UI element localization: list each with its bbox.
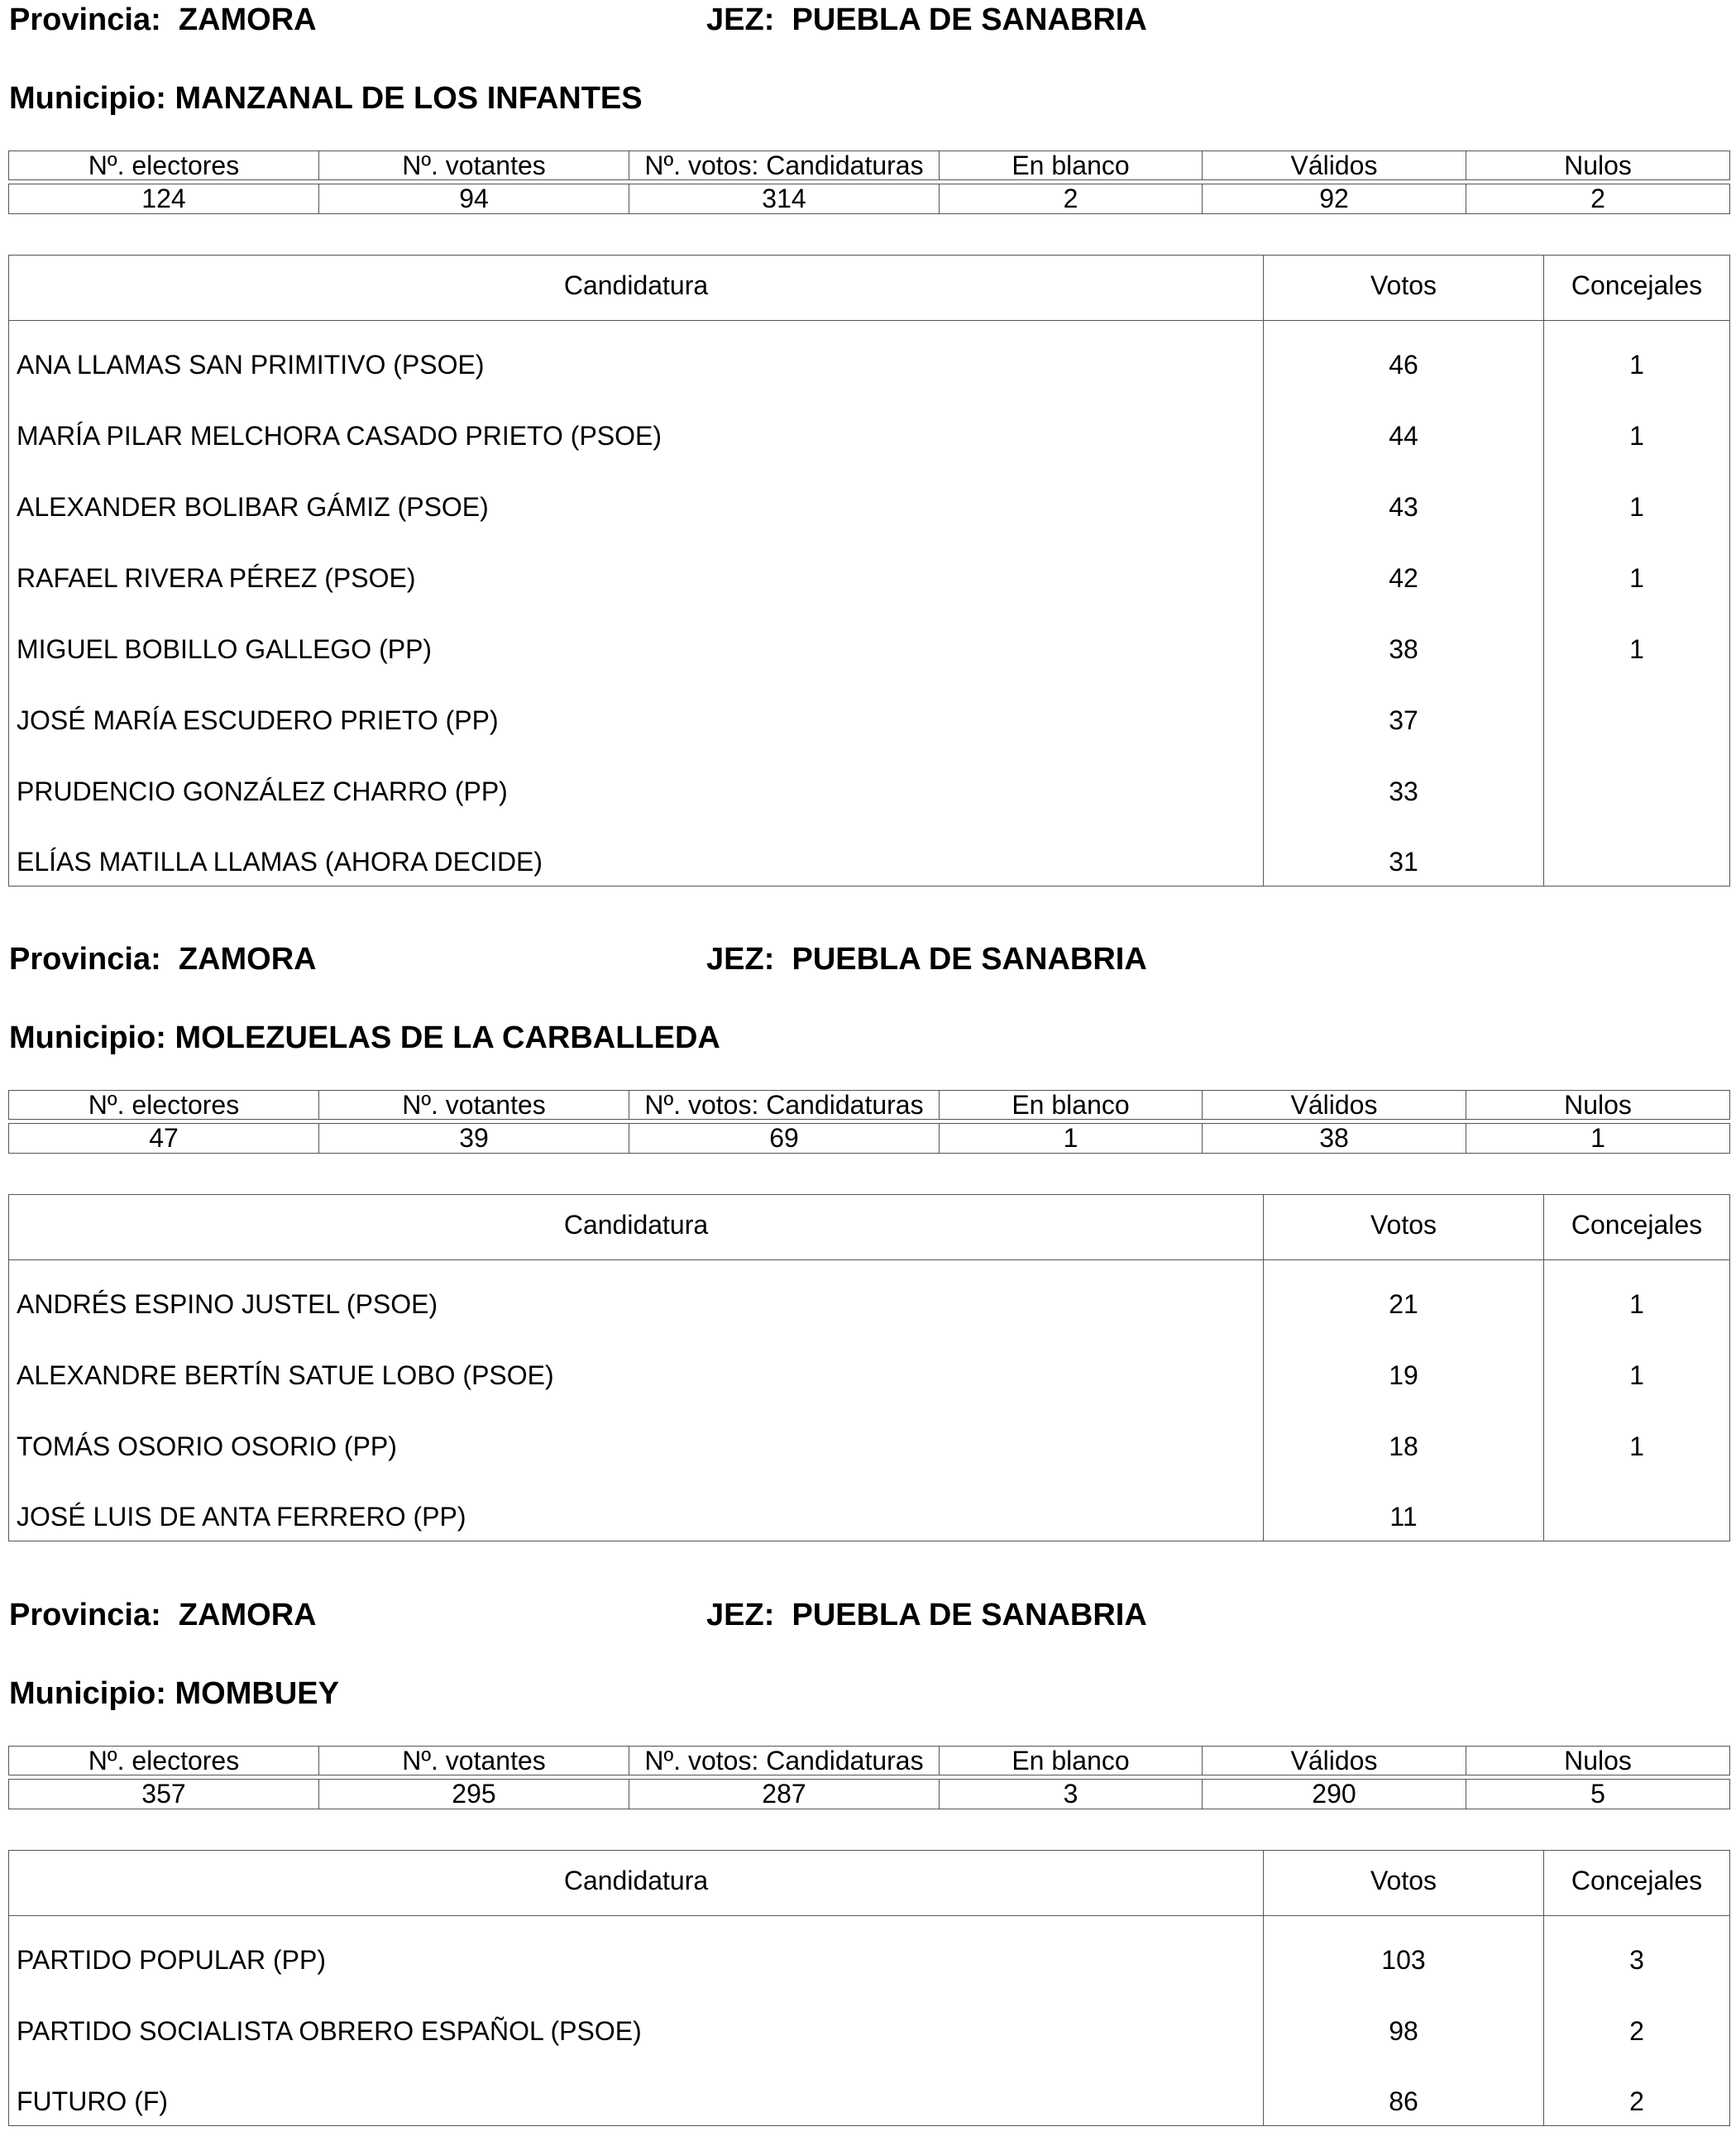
candidate-votos: 98 — [1264, 1984, 1544, 2055]
header-electores: Nº. electores — [9, 1747, 319, 1775]
summary-table — [8, 151, 1730, 214]
value-en-blanco: 1 — [940, 1124, 1203, 1154]
candidate-votos: 103 — [1264, 1916, 1544, 1984]
value-electores: 47 — [9, 1124, 319, 1154]
summary-table — [8, 1746, 1730, 1809]
value-en-blanco: 3 — [940, 1780, 1203, 1809]
candidate-concejales: 2 — [1544, 2055, 1730, 2126]
candidate-votos: 33 — [1264, 744, 1544, 815]
candidate-name: TOMÁS OSORIO OSORIO (PP) — [9, 1399, 1264, 1470]
header-votos: Votos — [1264, 256, 1544, 321]
candidate-concejales — [1544, 815, 1730, 887]
header-votantes: Nº. votantes — [319, 1091, 629, 1120]
summary-values-row — [9, 1780, 1730, 1809]
header-votos-candidaturas: Nº. votos: Candidaturas — [629, 1091, 940, 1120]
jez-label: JEZ: PUEBLA DE SANABRIA — [706, 2, 1147, 37]
header-candidatura: Candidatura — [9, 1195, 1264, 1260]
candidate-votos: 38 — [1264, 602, 1544, 673]
table-row — [9, 389, 1730, 460]
header-validos: Válidos — [1203, 1747, 1466, 1775]
header-validos: Válidos — [1203, 151, 1466, 180]
header-nulos: Nulos — [1466, 1091, 1730, 1120]
municipio-value: MANZANAL DE LOS INFANTES — [175, 81, 643, 116]
candidate-concejales: 1 — [1544, 1399, 1730, 1470]
candidates-table — [8, 255, 1730, 887]
candidate-concejales: 2 — [1544, 1984, 1730, 2055]
value-votos-candidaturas: 287 — [629, 1780, 940, 1809]
table-row — [9, 602, 1730, 673]
table-row — [9, 1916, 1730, 1984]
table-row — [9, 460, 1730, 531]
header-concejales: Concejales — [1544, 1195, 1730, 1260]
value-validos: 92 — [1203, 184, 1466, 214]
candidate-concejales: 1 — [1544, 389, 1730, 460]
value-electores: 124 — [9, 184, 319, 214]
value-votos-candidaturas: 69 — [629, 1124, 940, 1154]
table-row — [9, 531, 1730, 602]
candidate-concejales: 1 — [1544, 460, 1730, 531]
jez-value: PUEBLA DE SANABRIA — [791, 1598, 1147, 1632]
candidate-votos: 37 — [1264, 673, 1544, 744]
candidate-name: RAFAEL RIVERA PÉREZ (PSOE) — [9, 531, 1264, 602]
candidate-concejales: 3 — [1544, 1916, 1730, 1984]
table-row — [9, 744, 1730, 815]
value-nulos: 5 — [1466, 1780, 1730, 1809]
summary-values-row — [9, 1124, 1730, 1154]
header-votos-candidaturas: Nº. votos: Candidaturas — [629, 151, 940, 180]
candidate-votos: 46 — [1264, 321, 1544, 389]
candidate-name: PARTIDO SOCIALISTA OBRERO ESPAÑOL (PSOE) — [9, 1984, 1264, 2055]
value-votantes: 295 — [319, 1780, 629, 1809]
candidate-concejales — [1544, 744, 1730, 815]
candidate-votos: 44 — [1264, 389, 1544, 460]
summary-header-row — [9, 151, 1730, 180]
header-concejales: Concejales — [1544, 256, 1730, 321]
candidate-name: MARÍA PILAR MELCHORA CASADO PRIETO (PSOE) — [9, 389, 1264, 460]
summary-header-row — [9, 1091, 1730, 1120]
candidate-name: ELÍAS MATILLA LLAMAS (AHORA DECIDE) — [9, 815, 1264, 887]
candidates-header-row — [9, 256, 1730, 321]
table-row — [9, 1399, 1730, 1470]
candidate-votos: 21 — [1264, 1260, 1544, 1328]
candidate-votos: 18 — [1264, 1399, 1544, 1470]
value-nulos: 1 — [1466, 1124, 1730, 1154]
header-votantes: Nº. votantes — [319, 1747, 629, 1775]
municipio-title: Municipio: MOLEZUELAS DE LA CARBALLEDA — [9, 1020, 720, 1055]
header-votantes: Nº. votantes — [319, 151, 629, 180]
table-row — [9, 815, 1730, 887]
header-en-blanco: En blanco — [940, 151, 1203, 180]
header-votos: Votos — [1264, 1851, 1544, 1916]
value-votantes: 94 — [319, 184, 629, 214]
candidate-votos: 43 — [1264, 460, 1544, 531]
header-nulos: Nulos — [1466, 1747, 1730, 1775]
header-votos-candidaturas: Nº. votos: Candidaturas — [629, 1747, 940, 1775]
value-validos: 38 — [1203, 1124, 1466, 1154]
jez-value: PUEBLA DE SANABRIA — [791, 2, 1147, 37]
value-votos-candidaturas: 314 — [629, 184, 940, 214]
value-electores: 357 — [9, 1780, 319, 1809]
table-row — [9, 1470, 1730, 1541]
table-row — [9, 1328, 1730, 1399]
candidates-table — [8, 1850, 1730, 2126]
candidate-name: MIGUEL BOBILLO GALLEGO (PP) — [9, 602, 1264, 673]
municipio-title: Municipio: MANZANAL DE LOS INFANTES — [9, 81, 643, 116]
province-jez-header — [9, 1595, 1729, 1635]
header-votos: Votos — [1264, 1195, 1544, 1260]
header-electores: Nº. electores — [9, 151, 319, 180]
municipio-value: MOLEZUELAS DE LA CARBALLEDA — [175, 1020, 720, 1055]
candidate-concejales: 1 — [1544, 321, 1730, 389]
header-electores: Nº. electores — [9, 1091, 319, 1120]
candidate-name: FUTURO (F) — [9, 2055, 1264, 2126]
jez-label: JEZ: PUEBLA DE SANABRIA — [706, 942, 1147, 977]
candidate-votos: 31 — [1264, 815, 1544, 887]
province-jez-header — [9, 0, 1729, 40]
province-label: Provincia: ZAMORA — [9, 942, 317, 977]
candidates-table — [8, 1194, 1730, 1541]
candidate-name: ALEXANDER BOLIBAR GÁMIZ (PSOE) — [9, 460, 1264, 531]
candidate-name: PARTIDO POPULAR (PP) — [9, 1916, 1264, 1984]
table-row — [9, 2055, 1730, 2126]
candidate-name: ANA LLAMAS SAN PRIMITIVO (PSOE) — [9, 321, 1264, 389]
value-nulos: 2 — [1466, 184, 1730, 214]
header-en-blanco: En blanco — [940, 1091, 1203, 1120]
candidate-votos: 19 — [1264, 1328, 1544, 1399]
candidate-name: JOSÉ LUIS DE ANTA FERRERO (PP) — [9, 1470, 1264, 1541]
table-row — [9, 1260, 1730, 1328]
candidate-concejales: 1 — [1544, 531, 1730, 602]
candidate-concejales — [1544, 673, 1730, 744]
candidate-votos: 42 — [1264, 531, 1544, 602]
header-candidatura: Candidatura — [9, 1851, 1264, 1916]
jez-value: PUEBLA DE SANABRIA — [791, 942, 1147, 977]
table-row — [9, 673, 1730, 744]
province-value: ZAMORA — [178, 2, 317, 37]
table-row — [9, 1984, 1730, 2055]
candidate-concejales: 1 — [1544, 602, 1730, 673]
candidate-votos: 86 — [1264, 2055, 1544, 2126]
candidates-header-row — [9, 1851, 1730, 1916]
candidate-name: ANDRÉS ESPINO JUSTEL (PSOE) — [9, 1260, 1264, 1328]
candidate-name: ALEXANDRE BERTÍN SATUE LOBO (PSOE) — [9, 1328, 1264, 1399]
value-validos: 290 — [1203, 1780, 1466, 1809]
header-concejales: Concejales — [1544, 1851, 1730, 1916]
value-en-blanco: 2 — [940, 184, 1203, 214]
candidate-concejales — [1544, 1470, 1730, 1541]
province-label: Provincia: ZAMORA — [9, 1598, 317, 1632]
value-votantes: 39 — [319, 1124, 629, 1154]
header-candidatura: Candidatura — [9, 256, 1264, 321]
province-label: Provincia: ZAMORA — [9, 2, 317, 37]
province-jez-header — [9, 939, 1729, 979]
candidate-votos: 11 — [1264, 1470, 1544, 1541]
summary-table — [8, 1090, 1730, 1154]
candidate-name: PRUDENCIO GONZÁLEZ CHARRO (PP) — [9, 744, 1264, 815]
candidate-name: JOSÉ MARÍA ESCUDERO PRIETO (PP) — [9, 673, 1264, 744]
header-en-blanco: En blanco — [940, 1747, 1203, 1775]
municipio-value: MOMBUEY — [175, 1676, 339, 1711]
province-value: ZAMORA — [178, 1598, 317, 1632]
summary-header-row — [9, 1747, 1730, 1775]
header-nulos: Nulos — [1466, 151, 1730, 180]
header-validos: Válidos — [1203, 1091, 1466, 1120]
summary-values-row — [9, 184, 1730, 214]
candidate-concejales: 1 — [1544, 1260, 1730, 1328]
province-value: ZAMORA — [178, 942, 317, 977]
table-row — [9, 321, 1730, 389]
municipio-title: Municipio: MOMBUEY — [9, 1676, 339, 1711]
jez-label: JEZ: PUEBLA DE SANABRIA — [706, 1598, 1147, 1632]
candidates-header-row — [9, 1195, 1730, 1260]
candidate-concejales: 1 — [1544, 1328, 1730, 1399]
